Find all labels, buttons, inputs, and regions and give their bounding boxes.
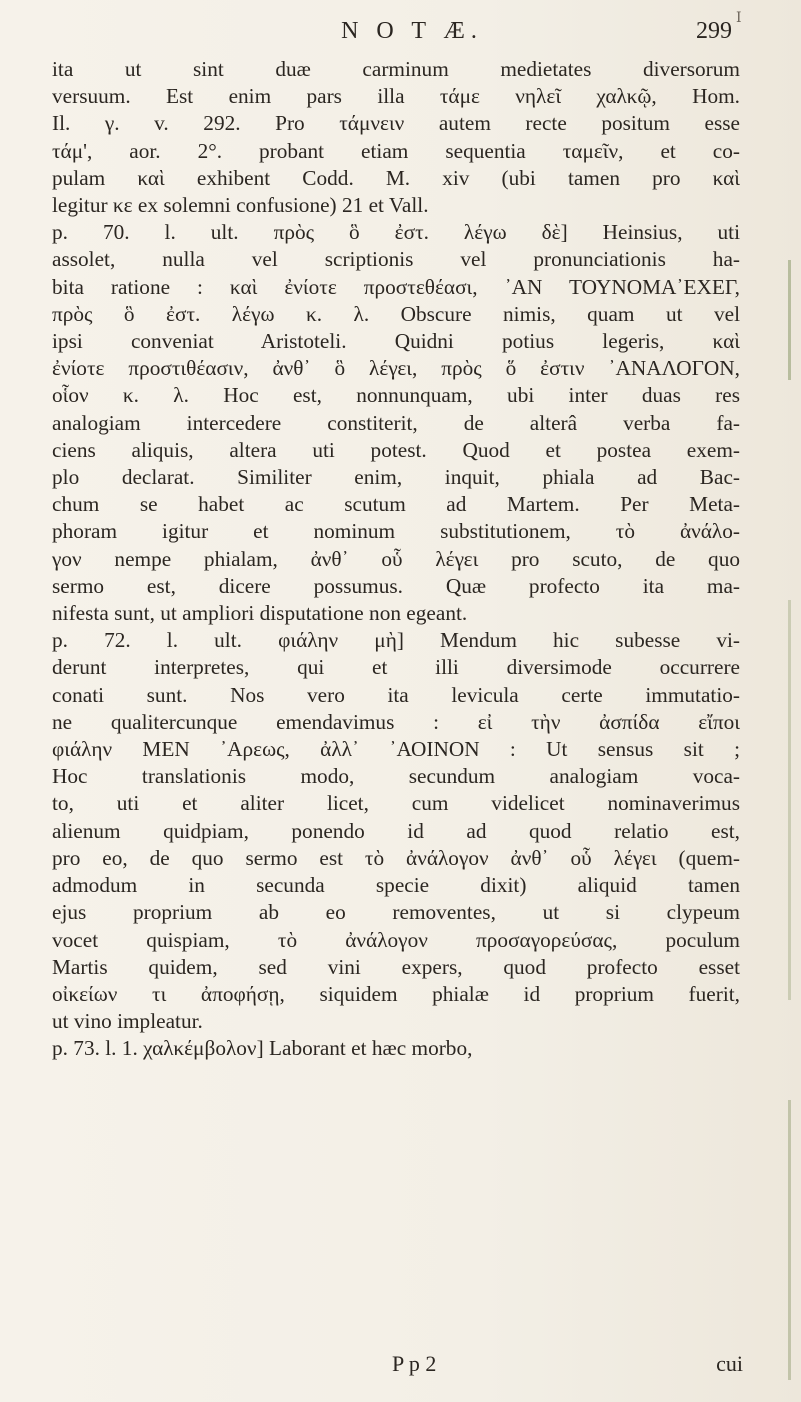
signature-mark: P p 2 — [392, 1351, 437, 1376]
page-header — [92, 18, 732, 50]
text-line: plo declarat. Similiter enim, inquit, phiala ad Bac- — [52, 465, 740, 490]
page-edge-stain — [788, 260, 791, 380]
text-line: Hoc translationis modo, secundum analogiam voca- — [52, 764, 740, 789]
top-margin-mark: I — [736, 10, 742, 26]
text-line: γον nempe phialam, ἀνθ᾽ οὗ λέγει pro scuto, de quo — [52, 546, 740, 571]
text-line: versuum. Est enim pars illa τάμε νηλεῖ χαλκῷ, Hom. — [52, 84, 740, 109]
text-line: nifesta sunt, ut ampliori disputatione non egeant. — [52, 601, 468, 626]
text-line: to, uti et aliter licet, cum videlicet nominaverimus — [52, 791, 740, 816]
text-line: ne qualitercunque emendavimus : εἰ τὴν ἀσπίδα εἴποι — [52, 709, 740, 734]
text-line: conati sunt. Nos vero ita levicula certe immutatio- — [52, 682, 740, 707]
body-text — [52, 56, 740, 1063]
text-line: πρὸς ὃ ἐστ. λέγω κ. λ. Obscure nimis, quam ut vel — [52, 301, 740, 326]
text-line: ἐνίοτε προστιθέασιν, ἀνθ᾽ ὃ λέγει, πρὸς ὅ ἐστιν ᾽ΑΝΑΛΟΓΟΝ, — [52, 356, 740, 381]
text-line: pro eo, de quo sermo est τὸ ἀνάλογον ἀνθ᾽ οὗ λέγει (quem- — [52, 845, 740, 870]
text-line: οἰκείων τι ἀποφήσῃ, siquidem phialæ id proprium fuerit, — [52, 981, 740, 1006]
text-line: p. 70. l. ult. πρὸς ὃ ἐστ. λέγω δὲ] Heinsius, uti — [52, 220, 740, 245]
text-line: ciens aliquis, altera uti potest. Quod et postea exem- — [52, 437, 740, 462]
text-line: phoram igitur et nominum substitutionem, τὸ ἀνάλο- — [52, 519, 740, 544]
text-line: τάμ', aor. 2°. probant etiam sequentia ταμεῖν, et co- — [52, 138, 740, 163]
text-line: pulam καὶ exhibent Codd. M. xiv (ubi tamen pro καὶ — [52, 165, 740, 190]
text-line: ut vino impleatur. — [52, 1009, 203, 1034]
page-edge-stain — [788, 1100, 791, 1380]
text-line: p. 73. l. 1. χαλκέμβολον] Laborant et hæc morbo, — [52, 1036, 473, 1061]
text-line: οἷον κ. λ. Hoc est, nonnunquam, ubi inter duas res — [52, 383, 740, 408]
text-line: assolet, nulla vel scriptionis vel pronunciationis ha- — [52, 247, 740, 272]
text-line: vocet quispiam, τὸ ἀνάλογον προσαγορεύσας, poculum — [52, 927, 740, 952]
text-line: derunt interpretes, qui et illi diversimode occurrere — [52, 655, 740, 680]
text-line: bita ratione : καὶ ἐνίοτε προστεθέασι, ᾽ΑΝ ΤΟΥΝΟΜΑ᾽ΕΧΕΓ, — [52, 274, 740, 299]
page-number: 299 — [696, 18, 732, 44]
text-line: φιάλην MEN ᾽Αρεως, ἀλλ᾽ ᾽ΑΟΙΝΟΝ : Ut sensus sit ; — [52, 737, 740, 762]
page-edge-stain — [788, 600, 791, 1000]
text-line: chum se habet ac scutum ad Martem. Per Meta- — [52, 492, 740, 517]
text-line: ipsi conveniat Aristoteli. Quidni potius legeris, καὶ — [52, 329, 740, 354]
text-line: p. 72. l. ult. φιάλην μὴ] Mendum hic subesse vi- — [52, 628, 740, 653]
text-line: alienum quidpiam, ponendo id ad quod relatio est, — [52, 818, 740, 843]
catchword: cui — [716, 1351, 743, 1376]
running-title: N O T Æ. — [341, 18, 483, 44]
text-line: analogiam intercedere constiterit, de alterâ verba fa- — [52, 410, 740, 435]
text-line: sermo est, dicere possumus. Quæ profecto ita ma- — [52, 573, 740, 598]
text-line: admodum in secunda specie dixit) aliquid tamen — [52, 873, 740, 898]
text-line: Il. γ. v. 292. Pro τάμνειν autem recte positum esse — [52, 111, 740, 136]
text-line: Martis quidem, sed vini expers, quod profecto esset — [52, 954, 740, 979]
text-line: ita ut sint duæ carminum medietates diversorum — [52, 57, 740, 81]
text-line: legitur κε ex solemni confusione) 21 et Vall. — [52, 193, 429, 218]
text-line: ejus proprium ab eo removentes, ut si clypeum — [52, 900, 740, 925]
